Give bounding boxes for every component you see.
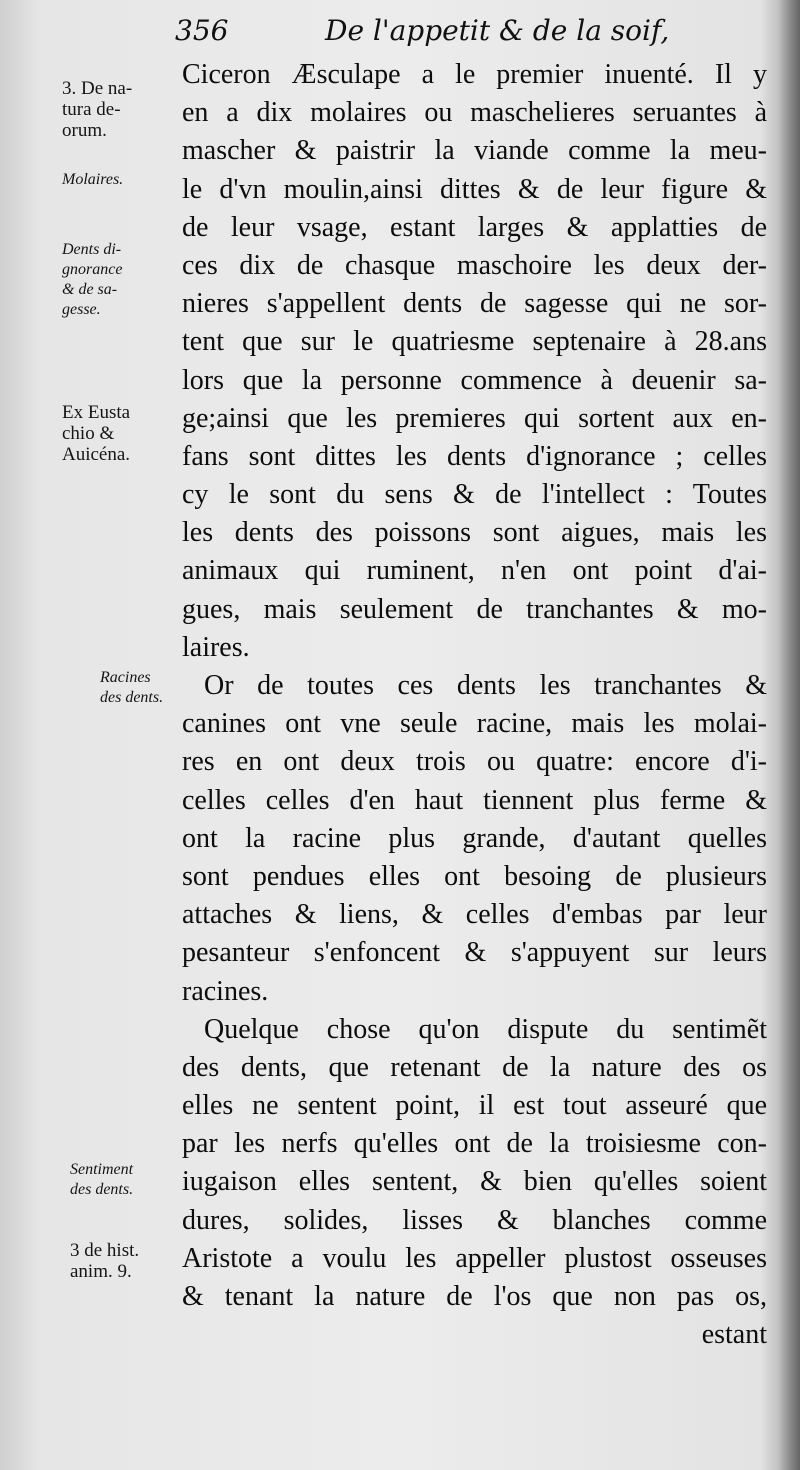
text-line: ge;ainsi que les premieres qui sortent aux en-	[182, 402, 767, 434]
text-line: attaches & liens, & celles d'embas par leur	[182, 899, 767, 931]
margin-note-line: 3 de hist.	[70, 1240, 140, 1261]
text-line: & tenant la nature de l'os que non pas os,	[182, 1281, 767, 1312]
text-line: cy le sont du sens & de l'intellect : Toutes	[182, 479, 767, 511]
margin-note-reference	[62, 78, 182, 141]
text-line: le d'vn moulin,ainsi dittes & de leur figure &	[182, 173, 767, 205]
margin-note-line: chio &	[62, 423, 115, 444]
text-line: Or de toutes ces dents les tranchantes &	[204, 670, 767, 701]
text-line: gues, mais seulement de tranchantes & mo-	[182, 593, 767, 625]
text-line: res en ont deux trois ou quatre: encore d'i-	[182, 746, 767, 778]
page-edge-shadow	[778, 0, 800, 1470]
running-head	[175, 14, 775, 54]
text-line: animaux qui ruminent, n'en ont point d'ai-	[182, 555, 767, 587]
text-line: Quelque chose qu'on dispute du sentimẽt	[204, 1013, 767, 1045]
text-line: tent que sur le quatriesme septenaire à 28.ans	[182, 326, 767, 358]
text-line: en a dix molaires ou maschelieres seruantes à	[182, 97, 767, 129]
text-line: ont la racine plus grande, d'autant quelles	[182, 822, 767, 854]
text-line: iugaison elles sentent, & bien qu'elles soient	[182, 1166, 767, 1198]
margin-note-line: Auicéna.	[62, 444, 131, 465]
text-line: lors que la personne commence à deuenir sa-	[182, 364, 767, 396]
margin-note-molaires	[62, 170, 182, 190]
text-line: mascher & paistrir la viande comme la meu-	[182, 135, 767, 167]
catchword: estant	[701, 1319, 767, 1351]
text-line: sont pendues elles ont besoing de plusieurs	[182, 860, 767, 892]
margin-note-line: Dents di-	[62, 241, 122, 258]
margin-note-line: & de sa-	[62, 281, 118, 298]
text-line: elles ne sentent point, il est tout asseuré que	[182, 1090, 767, 1122]
running-title: De l'appetit & de la soif,	[325, 14, 670, 47]
text-line: celles celles d'en haut tiennent plus ferme &	[182, 784, 767, 816]
page-number: 356	[175, 14, 229, 47]
text-line: par les nerfs qu'elles ont de la troisiesme con-	[182, 1128, 767, 1160]
text-line: Ciceron Æsculape a le premier inuenté. Il y	[182, 59, 767, 90]
margin-note-sentiment	[70, 1160, 190, 1200]
text-line: pesanteur s'enfoncent & s'appuyent sur leurs	[182, 937, 767, 969]
margin-note-line: Ex Eusta	[62, 402, 131, 423]
text-line: Aristote a voulu les appeller plustost osseuses	[182, 1242, 767, 1274]
margin-notes	[0, 0, 185, 1470]
margin-note-line: Sentiment	[70, 1161, 134, 1178]
margin-note-line: des dents.	[100, 689, 164, 706]
margin-note-source	[62, 402, 182, 465]
text-line: dures, solides, lisses & blanches comme	[182, 1204, 767, 1236]
margin-note-line: 3. De na-	[62, 78, 133, 99]
text-line: fans sont dittes les dents d'ignorance ; celles	[182, 440, 767, 472]
text-line: les dents des poissons sont aigues, mais les	[182, 517, 767, 549]
text-line: racines.	[182, 975, 269, 1007]
text-line: nieres s'appellent dents de sagesse qui ne sor-	[182, 288, 767, 320]
margin-note-line: des dents.	[70, 1181, 134, 1198]
margin-note-dents-dignorance	[62, 240, 182, 320]
text-line: de leur vsage, estant larges & applatties de	[182, 211, 767, 243]
margin-note-line: Molaires.	[62, 171, 124, 188]
margin-note-line: Racines	[100, 669, 151, 686]
text-line: ces dix de chasque maschoire les deux der-	[182, 249, 767, 281]
margin-note-line: orum.	[62, 120, 107, 141]
margin-note-hist-anim	[70, 1240, 190, 1282]
body-text	[182, 56, 767, 1354]
margin-note-line: gnorance	[62, 261, 123, 278]
margin-note-line: gesse.	[62, 301, 101, 318]
text-line: laires.	[182, 631, 250, 663]
margin-note-line: anim. 9.	[70, 1261, 132, 1282]
margin-note-line: tura de-	[62, 99, 121, 120]
text-line: des dents, que retenant de la nature des os	[182, 1051, 767, 1083]
text-line: canines ont vne seule racine, mais les molai-	[182, 708, 767, 740]
